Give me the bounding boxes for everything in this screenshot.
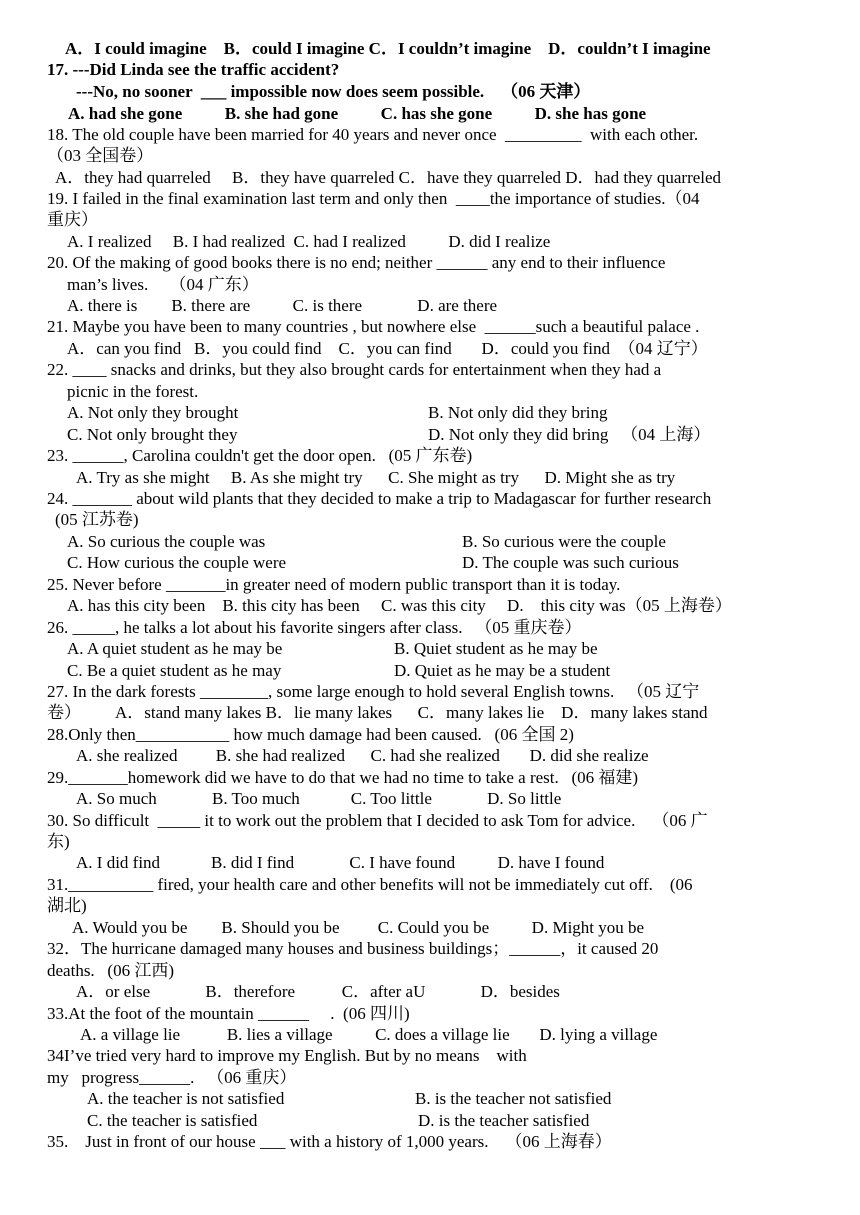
text-line: A. So curious the couple was [67,532,266,551]
text-line: (05 江苏卷) [55,510,139,529]
text-line: 22. ____ snacks and drinks, but they also brought cards for entertainment when they had a [47,360,662,379]
text-line: deaths. (06 江西) [47,961,175,980]
text-line: D. The couple was such curious [462,553,679,572]
text-line: 21. Maybe you have been to many countries , but nowhere else ______such a beautiful palace . [47,317,700,336]
text-line: B. Quiet student as he may be [394,639,598,658]
text-line: 19. I failed in the final examination last term and only then ____the importance of studies.（04 [47,189,700,208]
text-line: 东) [47,832,70,851]
text-line: C. Be a quiet student as he may [67,661,282,680]
text-line: A．I could imagine B．could I imagine C．I couldn’t imagine D．couldn’t I imagine [65,39,711,58]
text-line: 33.At the foot of the mountain ______ . (06 四川) [47,1004,410,1023]
text-line: 32．The hurricane damaged many houses and business buildings；______，it caused 20 [47,939,659,958]
text-line: A．or else B．therefore C．after aU D．besides [76,982,560,1001]
text-line: D. Quiet as he may be a student [394,661,611,680]
text-line: ---No, no sooner ___ impossible now does seem possible. （06 天津） [76,82,591,101]
text-line: C. the teacher is satisfied [87,1111,258,1130]
text-line: C. Not only brought they [67,425,238,444]
text-line: 17. ---Did Linda see the traffic accident? [47,60,340,79]
text-line: A. a village lie B. lies a village C. does a village lie D. lying a village [80,1025,658,1044]
text-line: A. the teacher is not satisfied [87,1089,285,1108]
text-line: C. How curious the couple were [67,553,287,572]
text-line: 25. Never before _______in greater need of modern public transport than it is today. [47,575,621,594]
text-line: 30. So difficult _____ it to work out the problem that I decided to ask Tom for advice. （06 广 [47,811,708,830]
text-line: （03 全国卷） [47,146,154,165]
text-line: B. So curious were the couple [462,532,666,551]
text-line: my progress______. （06 重庆） [47,1068,297,1087]
text-line: 29._______homework did we have to do that we had no time to take a rest. (06 福建) [47,768,639,787]
text-line: 28.Only then___________ how much damage had been caused. (06 全国 2) [47,725,574,744]
text-line: D. Not only they did bring （04 上海） [428,425,711,444]
text-line: A. there is B. there are C. is there D. are there [67,296,498,315]
text-line: 27. In the dark forests ________, some large enough to hold several English towns. （05 辽宁 [47,682,700,701]
text-line: A. Not only they brought [67,403,239,422]
text-line: 24. _______ about wild plants that they decided to make a trip to Madagascar for further research [47,489,712,508]
text-line: 湖北) [47,896,87,915]
text-line: 26. _____, he talks a lot about his favorite singers after class. （05 重庆卷） [47,618,582,637]
text-line: A. I did find B. did I find C. I have found D. have I found [76,853,605,872]
text-line: A. has this city been B. this city has been C. was this city D. this city was（05 上海卷） [67,596,732,615]
text-line: A．can you find B．you could find C．you can find D．could you find （04 辽宁） [67,339,708,358]
text-line: B. is the teacher not satisfied [415,1089,612,1108]
text-line: A. she realized B. she had realized C. had she realized D. did she realize [76,746,649,765]
text-line: 31.__________ fired, your health care and other benefits will not be immediately cut off. (06 [47,875,693,894]
text-line: 卷） A．stand many lakes B．lie many lakes C．many lakes lie D．many lakes stand [47,703,708,722]
text-line: 23. ______, Carolina couldn't get the door open. (05 广东卷) [47,446,473,465]
text-line: 34I’ve tried very hard to improve my English. But by no means with [47,1046,527,1065]
text-line: B. Not only did they bring [428,403,608,422]
text-line: man’s lives. （04 广东） [67,275,259,294]
text-line: 18. The old couple have been married for 40 years and never once _________ with each other. [47,125,699,144]
text-line: A．they had quarreled B．they have quarreled C．have they quarreled D．had they quarreled [55,168,722,187]
text-line: picnic in the forest. [67,382,199,401]
text-line: 20. Of the making of good books there is no end; neither ______ any end to their influence [47,253,666,272]
text-line: A. Would you be B. Should you be C. Could you be D. Might you be [72,918,645,937]
text-line: A. I realized B. I had realized C. had I realized D. did I realize [67,232,551,251]
text-line: A. had she gone B. she had gone C. has she gone D. she has gone [68,104,647,123]
text-line: A. A quiet student as he may be [67,639,283,658]
text-line: 重庆） [47,210,98,229]
text-line: A. So much B. Too much C. Too little D. So little [76,789,562,808]
text-line: 35. Just in front of our house ___ with a history of 1,000 years. （06 上海春） [47,1132,612,1151]
text-line: A. Try as she might B. As she might try C. She might as try D. Might she as try [76,468,676,487]
text-line: D. is the teacher satisfied [418,1111,590,1130]
